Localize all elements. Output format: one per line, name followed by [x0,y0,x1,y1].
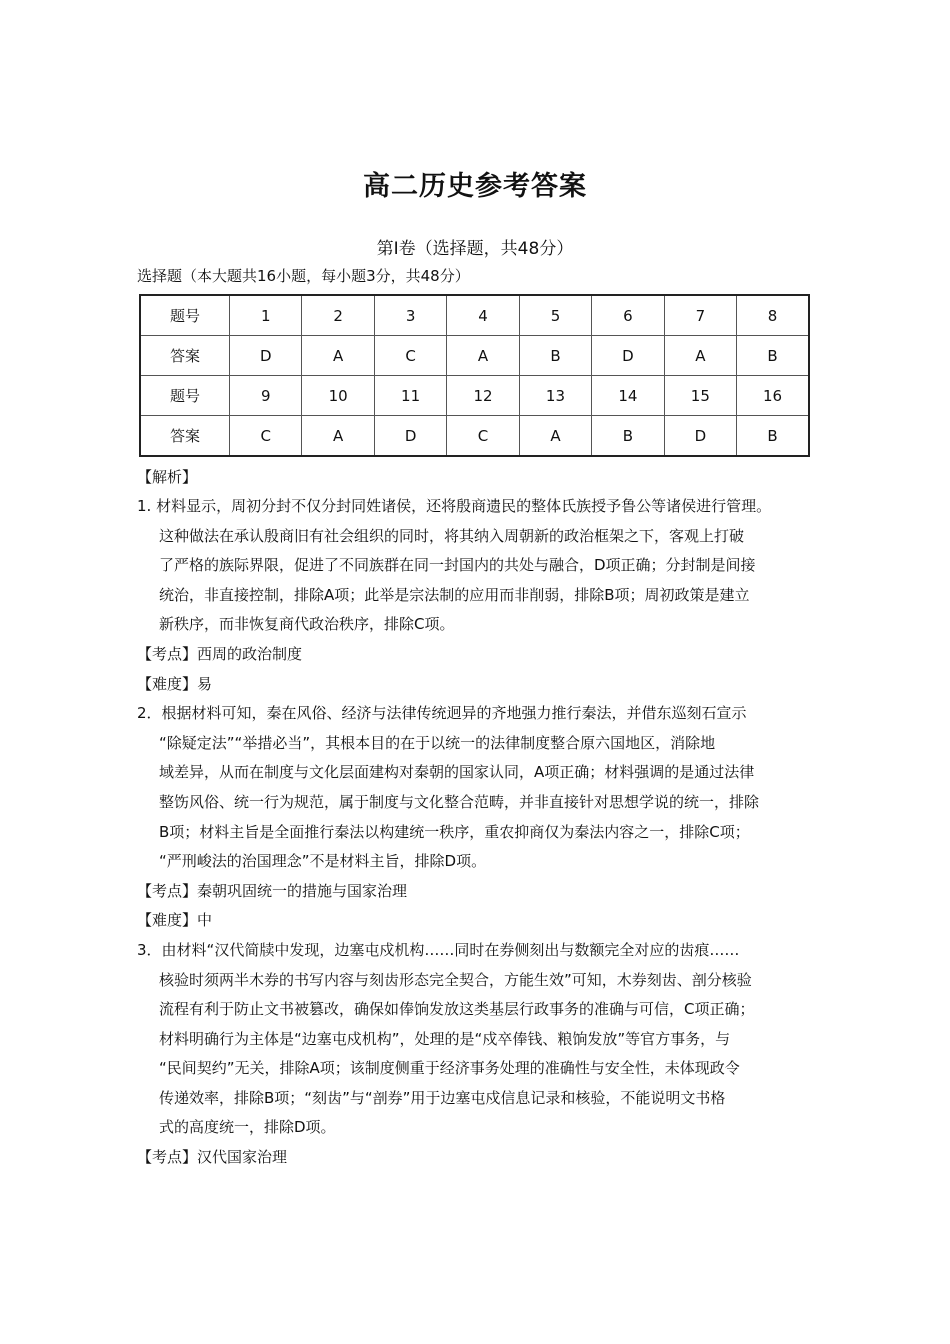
table-cell: A [519,416,591,457]
row-header: 答案 [140,416,230,457]
section-subtitle: 选择题（本大题共16小题，每小题3分，共48分） [137,267,470,285]
item-text-line: 了严格的族际界限，促进了不同族群在同一封国内的共处与融合，D项正确；分封制是间接 [159,556,756,575]
table-row [140,416,809,457]
item-text-line: 式的高度统一，排除D项。 [159,1118,336,1137]
table-cell: 13 [519,376,591,416]
table-cell: D [592,336,664,376]
analysis-section [137,464,837,1173]
table-cell: 14 [592,376,664,416]
item-text-line: “严刑峻法的治国理念”不是材料主旨，排除D项。 [159,852,487,871]
table-cell: 11 [374,376,446,416]
analysis-item [137,699,837,936]
table-cell: 1 [230,295,302,336]
exam-point: 【考点】西周的政治制度 [137,644,303,663]
analysis-label: 【解析】 [137,468,198,486]
exam-point: 【考点】汉代国家治理 [137,1148,288,1167]
item-text-line: 新秩序，而非恢复商代政治秩序，排除C项。 [159,615,455,634]
table-cell: 16 [737,376,809,416]
table-cell: B [592,416,664,457]
item-text-line: 核验时须两半木券的书写内容与刻齿形态完全契合，方能生效”可知，木券刻齿、剖分核验 [159,970,752,989]
table-row [140,336,809,376]
table-cell: 4 [447,295,519,336]
difficulty: 【难度】易 [137,674,213,693]
table-cell: 8 [737,295,809,336]
table-cell: B [737,336,809,376]
item-first-line: 3．由材料“汉代简牍中发现，边塞屯戍机构……同时在券侧刻出与数额完全对应的齿痕…… [137,940,740,959]
item-text-line: 域差异，从而在制度与文化层面建构对秦朝的国家认同，A项正确；材料强调的是通过法律 [159,763,755,782]
table-cell: A [302,336,374,376]
row-header: 题号 [140,295,230,336]
table-cell: 15 [664,376,736,416]
table-cell: A [302,416,374,457]
row-header: 题号 [140,376,230,416]
table-cell: B [737,416,809,457]
table-cell: 2 [302,295,374,336]
item-text-line: 材料明确行为主体是“边塞屯戍机构”，处理的是“戍卒俸钱、粮饷发放”等官方事务，与 [159,1029,731,1048]
item-text-line: 这种做法在承认殷商旧有社会组织的同时，将其纳入周朝新的政治框架之下，客观上打破 [159,526,745,545]
analysis-item [137,492,837,699]
item-first-line: 1. 材料显示，周初分封不仅分封同姓诸侯，还将殷商遗民的整体氏族授予鲁公等诸侯进行管理。 [137,497,772,515]
table-cell: B [519,336,591,376]
difficulty: 【难度】中 [137,911,213,930]
item-text-line: 整饬风俗、统一行为规范，属于制度与文化整合范畴，并非直接针对思想学说的统一，排除 [159,792,760,811]
table-row [140,295,809,336]
table-cell: A [664,336,736,376]
document-title: 高二历史参考答案 [363,171,587,202]
table-cell: A [447,336,519,376]
section-title: 第Ⅰ卷（选择题，共48分） [376,239,574,259]
table-cell: 12 [447,376,519,416]
table-cell: 7 [664,295,736,336]
item-text-line: 流程有利于防止文书被篡改，确保如俸饷发放这类基层行政事务的准确与可信，C项正确； [159,1000,755,1019]
table-cell: 3 [374,295,446,336]
row-header: 答案 [140,336,230,376]
table-cell: 9 [230,376,302,416]
analysis-item [137,936,837,1173]
item-text-line: “民间契约”无关，排除A项；该制度侧重于经济事务处理的准确性与安全性，未体现政令 [159,1059,740,1078]
table-cell: D [374,416,446,457]
table-cell: 6 [592,295,664,336]
table-row [140,376,809,416]
table-cell: 5 [519,295,591,336]
table-cell: C [447,416,519,457]
table-cell: 10 [302,376,374,416]
table-cell: D [664,416,736,457]
exam-point: 【考点】秦朝巩固统一的措施与国家治理 [137,881,408,900]
item-text-line: “除疑定法”“举措必当”，其根本目的在于以统一的法律制度整合原六国地区，消除地 [159,733,716,752]
table-cell: C [230,416,302,457]
answer-table [139,294,810,457]
item-text-line: 统治，非直接控制，排除A项；此举是宗法制的应用而非削弱，排除B项；周初政策是建立 [159,585,750,604]
table-cell: C [374,336,446,376]
item-text-line: 传递效率，排除B项；“刻齿”与“剖券”用于边塞屯戍信息记录和核验，不能说明文书格 [159,1088,726,1107]
item-first-line: 2．根据材料可知，秦在风俗、经济与法律传统迥异的齐地强力推行秦法，并借东巡刻石宣示 [137,704,747,723]
item-text-line: B项；材料主旨是全面推行秦法以构建统一秩序，重农抑商仅为秦法内容之一，排除C项； [159,822,750,841]
table-cell: D [230,336,302,376]
